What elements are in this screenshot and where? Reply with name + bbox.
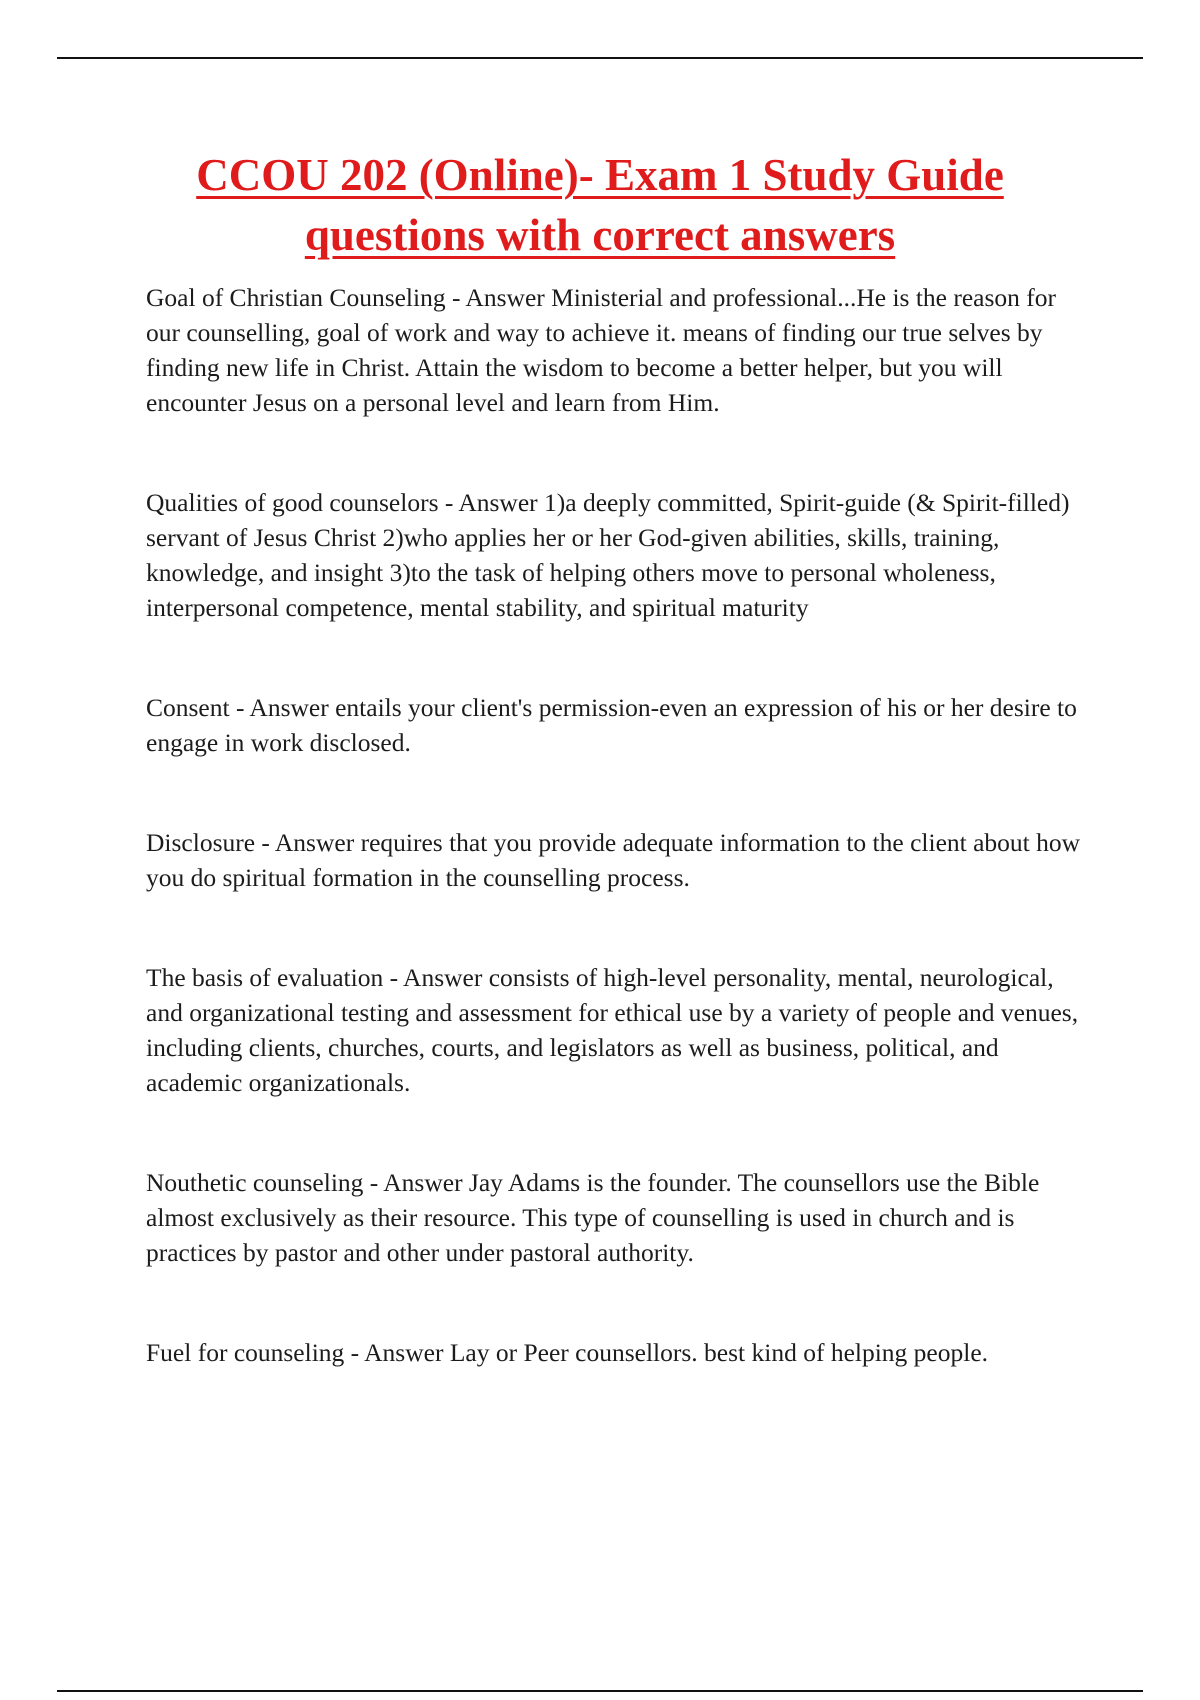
entry-fuel-for-counseling: Fuel for counseling - Answer Lay or Peer counsellors. best kind of helping people. <box>146 1338 989 1367</box>
entry-basis-of-evaluation: The basis of evaluation - Answer consists of high-level personality, mental, neurological, and organizational testing and assessment for ethical use by a variety of people and venues, including clients, churches, courts, and legislators as well as business, political, and academic organizationals. <box>146 963 1079 1097</box>
entry-qualities-of-good-counselors: Qualities of good counselors - Answer 1)a deeply committed, Spirit-guide (& Spirit-filled) servant of Jesus Christ 2)who applies her or her God-given abilities, skills, training, knowledge, and insight 3)to the task of helping others move to personal wholeness, interpersonal competence, mental stability, and spiritual maturity <box>146 488 1070 622</box>
bottom-divider <box>57 1690 1143 1692</box>
entry-goal-of-christian-counseling: Goal of Christian Counseling - Answer Ministerial and professional...He is the reason for our counselling, goal of work and way to achieve it. means of finding our true selves by finding new life in Christ. Attain the wisdom to become a better helper, but you will encounter Jesus on a personal level and learn from Him. <box>146 283 1057 417</box>
title-line-2: questions with correct answers <box>304 210 896 260</box>
top-divider <box>57 57 1143 59</box>
entry-nouthetic-counseling: Nouthetic counseling - Answer Jay Adams is the founder. The counsellors use the Bible almost exclusively as their resource. This type of counselling is used in church and is practices by pastor and other under pastoral authority. <box>146 1168 1040 1267</box>
document-title <box>100 145 1100 265</box>
title-line-1: CCOU 202 (Online)- Exam 1 Study Guide <box>196 150 1004 200</box>
study-guide-entries <box>146 280 1088 1370</box>
entry-disclosure: Disclosure - Answer requires that you provide adequate information to the client about how you do spiritual formation in the counselling process. <box>146 828 1081 892</box>
entry-consent: Consent - Answer entails your client's permission-even an expression of his or her desire to engage in work disclosed. <box>146 693 1077 757</box>
